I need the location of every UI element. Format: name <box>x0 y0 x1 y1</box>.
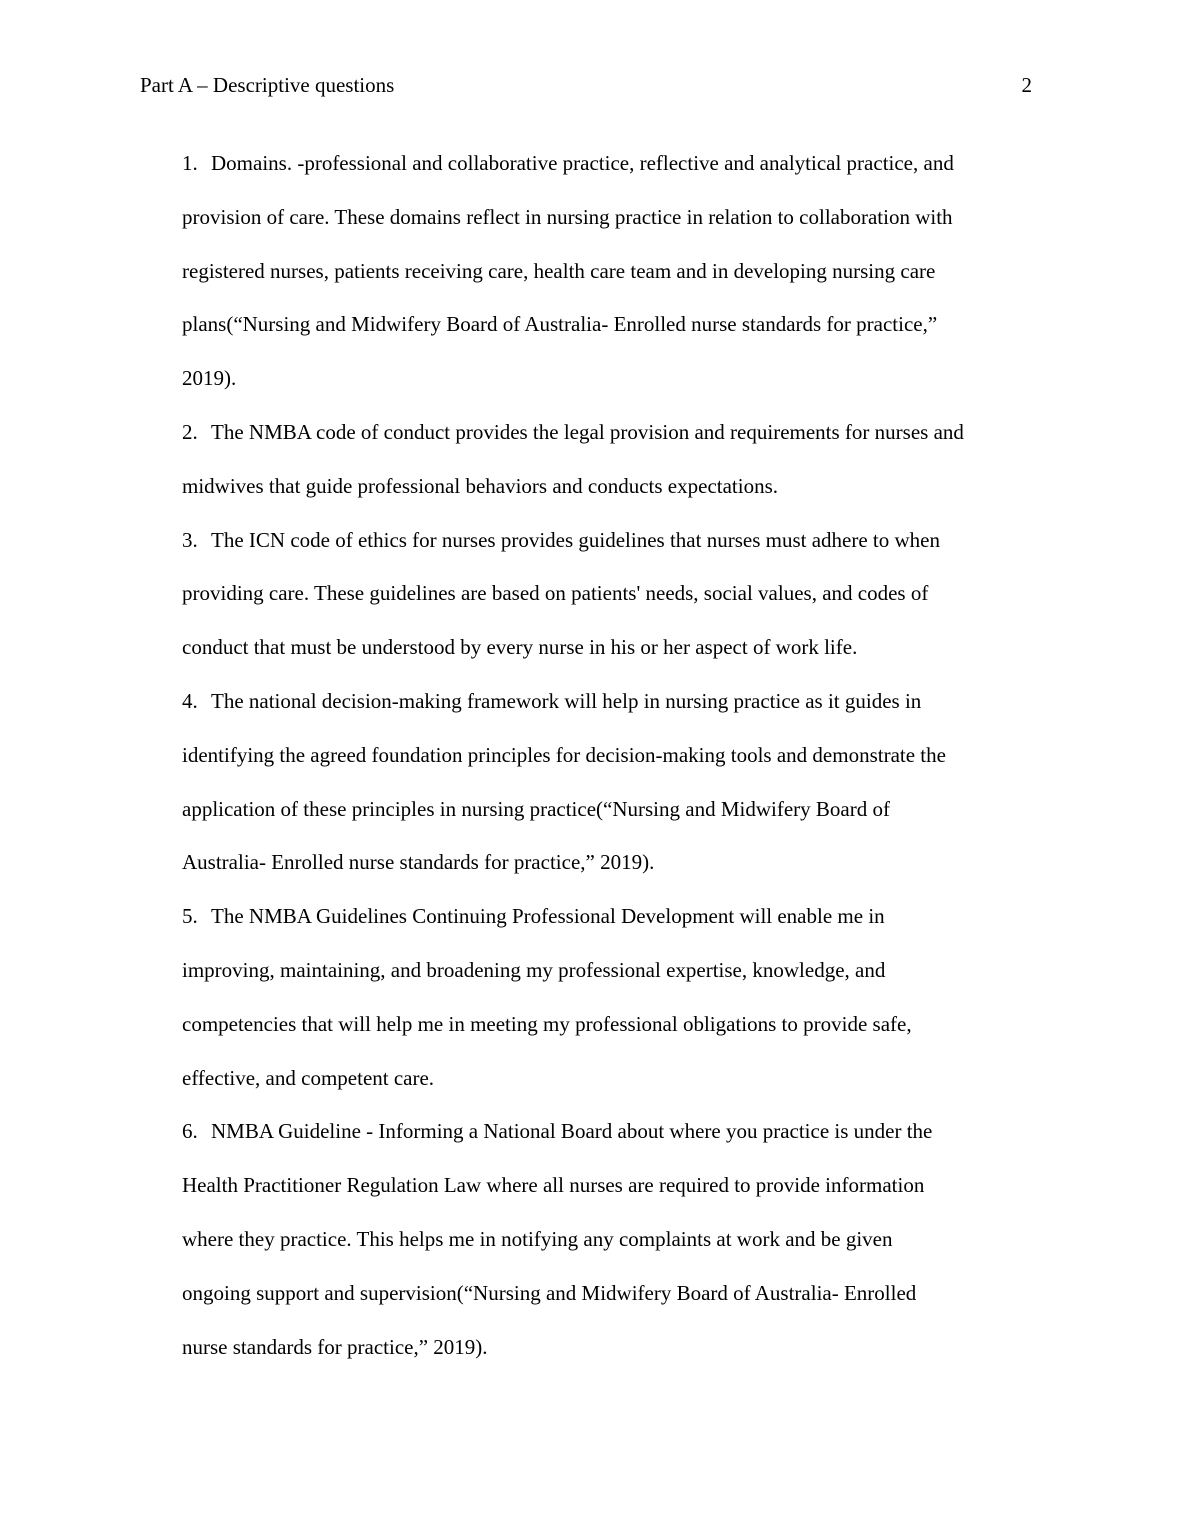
answer-number: 4. <box>182 688 198 713</box>
answer-item <box>182 514 1062 675</box>
answer-text: The NMBA Guidelines Continuing Professional Development will enable me in <box>211 904 885 929</box>
answer-number: 6. <box>182 1119 198 1144</box>
answer-line: effective, and competent care. <box>182 1065 435 1090</box>
answer-line <box>182 137 1062 191</box>
running-head-title: Part A – Descriptive questions <box>140 73 395 97</box>
answer-line <box>182 406 1062 460</box>
answer-line: 2019). <box>182 366 237 391</box>
answer-item <box>182 890 1062 1105</box>
answer-line <box>182 514 1062 568</box>
answer-item <box>182 406 1062 514</box>
answer-text: NMBA Guideline - Informing a National Board about where you practice is under the <box>211 1119 933 1144</box>
answer-line: Australia- Enrolled nurse standards for practice,” 2019). <box>182 850 655 875</box>
answer-line <box>182 890 1062 944</box>
answer-text: The national decision-making framework will help in nursing practice as it guides in <box>211 688 922 713</box>
answer-line: plans(“Nursing and Midwifery Board of Australia- Enrolled nurse standards for practice,” <box>182 312 938 337</box>
answer-line: competencies that will help me in meeting my professional obligations to provide safe, <box>182 1011 912 1036</box>
answer-item <box>182 137 1062 406</box>
answer-number: 1. <box>182 151 198 175</box>
answer-number: 3. <box>182 527 198 552</box>
page-header <box>140 70 1032 100</box>
answer-line: where they practice. This helps me in notifying any complaints at work and be given <box>182 1226 893 1251</box>
answer-line: Health Practitioner Regulation Law where all nurses are required to provide information <box>182 1173 925 1198</box>
answer-text: The NMBA code of conduct provides the legal provision and requirements for nurses and <box>211 419 964 444</box>
answer-line: conduct that must be understood by every nurse in his or her aspect of work life. <box>182 635 858 660</box>
answer-line: midwives that guide professional behaviors and conducts expectations. <box>182 473 779 498</box>
answer-number: 2. <box>182 419 198 444</box>
page-number: 2 <box>1021 73 1032 97</box>
answer-line: providing care. These guidelines are based on patients' needs, social values, and codes of <box>182 581 929 606</box>
answer-line: identifying the agreed foundation principles for decision-making tools and demonstrate the <box>182 742 946 767</box>
answers-list <box>182 137 1062 1374</box>
answer-item <box>182 1105 1062 1374</box>
answer-number: 5. <box>182 904 198 929</box>
answer-line <box>182 675 1062 729</box>
answer-line: improving, maintaining, and broadening my professional expertise, knowledge, and <box>182 957 886 982</box>
answer-line: ongoing support and supervision(“Nursing and Midwifery Board of Australia- Enrolled <box>182 1280 917 1305</box>
answer-item <box>182 675 1062 890</box>
answer-line: nurse standards for practice,” 2019). <box>182 1334 488 1359</box>
answer-text: Domains. -professional and collaborative practice, reflective and analytical practice, and <box>211 151 954 175</box>
answer-line: registered nurses, patients receiving care, health care team and in developing nursing care <box>182 258 936 283</box>
answer-text: The ICN code of ethics for nurses provides guidelines that nurses must adhere to when <box>211 527 940 552</box>
answer-line: application of these principles in nursing practice(“Nursing and Midwifery Board of <box>182 796 890 821</box>
answer-line: provision of care. These domains reflect in nursing practice in relation to collaboration with <box>182 204 953 229</box>
answer-line <box>182 1105 1062 1159</box>
